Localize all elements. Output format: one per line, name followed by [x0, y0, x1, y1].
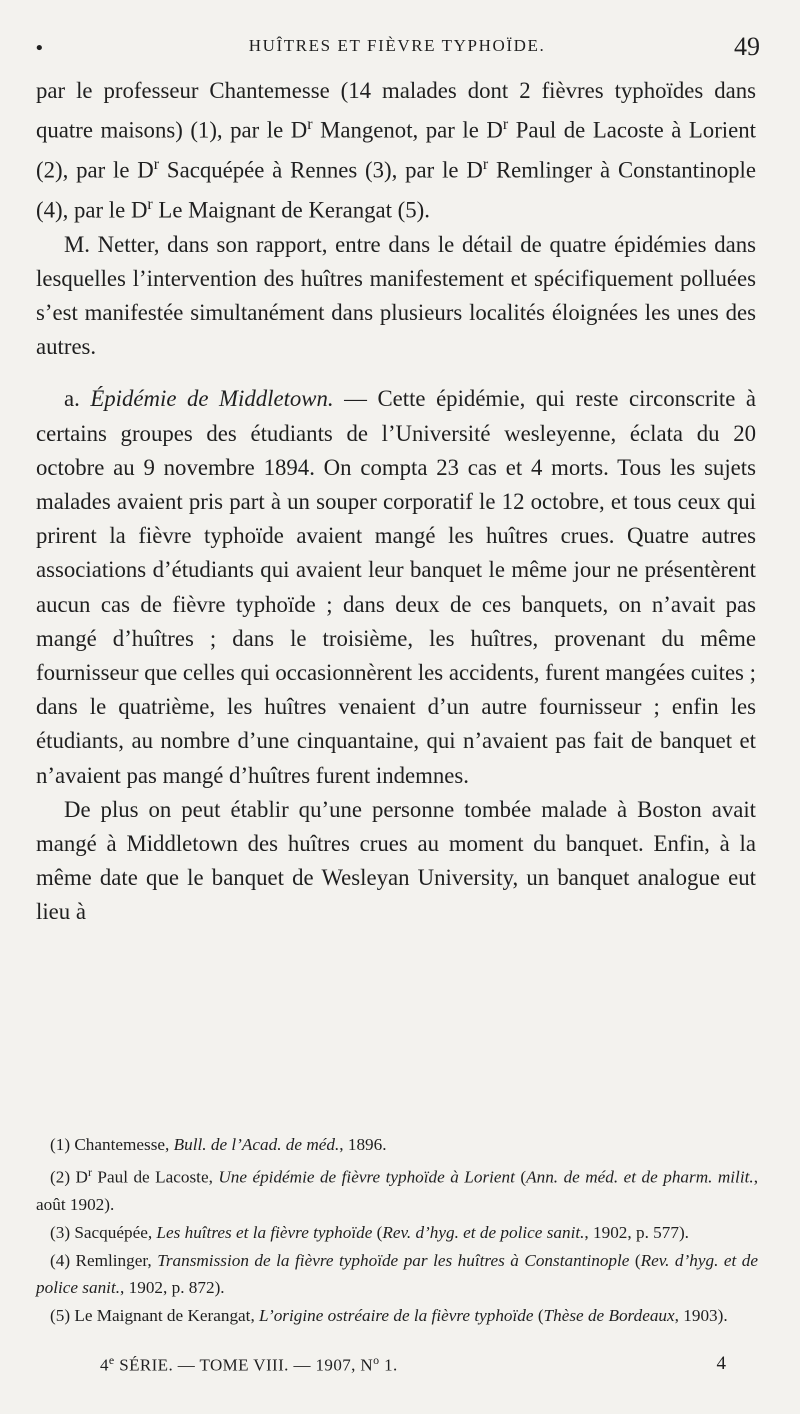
footnote-journal: Ann. de méd. et de pharm. milit. [526, 1167, 754, 1187]
sheet-signature: 4 [716, 1353, 726, 1374]
text-run: Mangenot, par le D [312, 117, 503, 143]
superscript: r [147, 195, 153, 213]
page-number: 49 [734, 32, 760, 61]
footnote-text: , 1902, p. 872). [120, 1278, 225, 1298]
footnotes [36, 1131, 758, 1330]
footnote-3 [36, 1219, 758, 1247]
section-letter: a. [64, 386, 80, 412]
footnote-journal: Rev. d’hyg. et de police sanit. [382, 1222, 585, 1242]
footnote-author: Le Maignant de Kerangat, [70, 1305, 260, 1325]
footnote-title: Bull. de l’Acad. de méd. [173, 1135, 340, 1154]
footnote-label: (3) [50, 1222, 71, 1242]
paragraph-3 [36, 382, 756, 792]
running-title: HUÎTRES ET FIÈVRE TYPHOÏDE. [248, 36, 546, 55]
footnote-title: Transmission de la fièvre typhoïde par les huîtres à Constantinople [157, 1250, 630, 1270]
footnote-text: ( [514, 1167, 527, 1187]
superscript: r [87, 1164, 92, 1179]
footnote-label: (4) [50, 1250, 71, 1270]
text-run: Paul de Lacoste à Lorient (2), par le D [36, 117, 756, 183]
issue-number: 1. [379, 1355, 398, 1375]
footnote-4 [36, 1247, 758, 1302]
text-run: Remlinger à Constantinople (4), par le D [36, 157, 756, 223]
superscript: r [482, 156, 489, 173]
footnote-author: Remlinger, [70, 1250, 158, 1270]
paragraph-2: M. Netter, dans son rapport, entre dans le détail de quatre épidémies dans lesquelles l’intervention des huîtres manifestement et spécifiquement polluées s’est manifestée simultanément dans plusieurs localités éloignées les unes des autres. [36, 231, 756, 360]
section-heading: Épidémie de Middletown. [90, 386, 334, 412]
superscript: o [373, 1353, 380, 1367]
footnote-author: Paul de Lacoste, [91, 1167, 219, 1187]
bullet-mark: • [34, 38, 45, 59]
text-run: Le Maignant de Kerangat (5). [152, 197, 430, 223]
footnote-text: , 1896. [339, 1135, 387, 1154]
footnote-text: , 1902, p. 577). [584, 1222, 689, 1242]
main-text [36, 74, 756, 930]
series-volume-line [100, 1353, 398, 1376]
footnote-text: , août 1902). [36, 1167, 758, 1215]
footnote-text: ( [629, 1250, 641, 1270]
footnote-label: (5) [50, 1305, 71, 1325]
text-run: Sacquépée à Rennes (3), par le D [159, 157, 483, 183]
footnote-title: L’origine ostréaire de la fièvre typhoïde [259, 1305, 534, 1325]
footnote-journal: Thèse de Bordeaux [543, 1305, 675, 1325]
running-head [34, 32, 760, 64]
footnote-journal: Rev. d’hyg. et de police sanit. [36, 1250, 758, 1298]
paragraph-1 [36, 74, 756, 228]
footnote-title: Les huîtres et la fièvre typhoïde [156, 1222, 373, 1242]
footnote-text: ( [533, 1305, 544, 1325]
superscript: e [108, 1353, 115, 1367]
footnote-author: Sacquépée, [70, 1222, 157, 1242]
superscript: r [153, 156, 160, 173]
footnote-text: ( [372, 1222, 383, 1242]
footnote-title: Une épidémie de fièvre typhoïde à Lorient [218, 1167, 515, 1187]
printer-signature [100, 1353, 726, 1383]
text-run: par le professeur Chantemesse (14 malades dont 2 fièvres typhoïdes dans quatre maisons) (1), par le D [36, 78, 756, 143]
text-run: — Cette épidémie, qui reste circonscrite à certains groupes des étudiants de l’Université wesleyenne, éclata du 20 octobre au 9 novembre 1894. On compta 23 cas et 4 morts. Tous les sujets malades avaient pris part à un souper corporatif le 12 octobre, et tous ceux qui prirent la fièvre typhoïde avaient mangé les huîtres crues. Quatre autres associations d’étudiants qui avaient leur banquet le même jour ne présentèrent aucun cas de fièvre typhoïde ; dans deux de ces banquets, on n’avait pas mangé d’huîtres ; dans le troisième, les huîtres, provenant du même fournisseur que celles qui occasionnèrent les accidents, furent mangées cuites ; dans le quatrième, les huîtres venaient d’un autre fournisseur ; enfin les étudiants, au nombre d’une cinquantaine, qui n’avaient pas fait de banquet et n’avaient pas mangé d’huîtres furent indemnes. [36, 386, 756, 788]
footnote-author: D [70, 1167, 88, 1187]
footnote-text: , 1903). [674, 1305, 728, 1325]
footnote-5 [36, 1302, 758, 1330]
footnote-label: (1) [50, 1135, 71, 1154]
footnote-label: (2) [50, 1167, 71, 1187]
footnote-1 [36, 1131, 758, 1159]
footnote-2 [36, 1159, 758, 1219]
superscript: r [307, 116, 313, 134]
series-number: 4 [100, 1355, 109, 1375]
footnote-author: Chantemesse, [70, 1135, 174, 1154]
paragraph-4: De plus on peut établir qu’une personne tombée malade à Boston avait mangé à Middletown des huîtres crues au moment du banquet. Enfin, à la même date que le banquet de Wesleyan University, un banquet analogue eut lieu à [36, 796, 756, 925]
superscript: r [502, 116, 509, 134]
series-text: SÉRIE. — TOME VIII. — 1907, N [114, 1355, 374, 1375]
